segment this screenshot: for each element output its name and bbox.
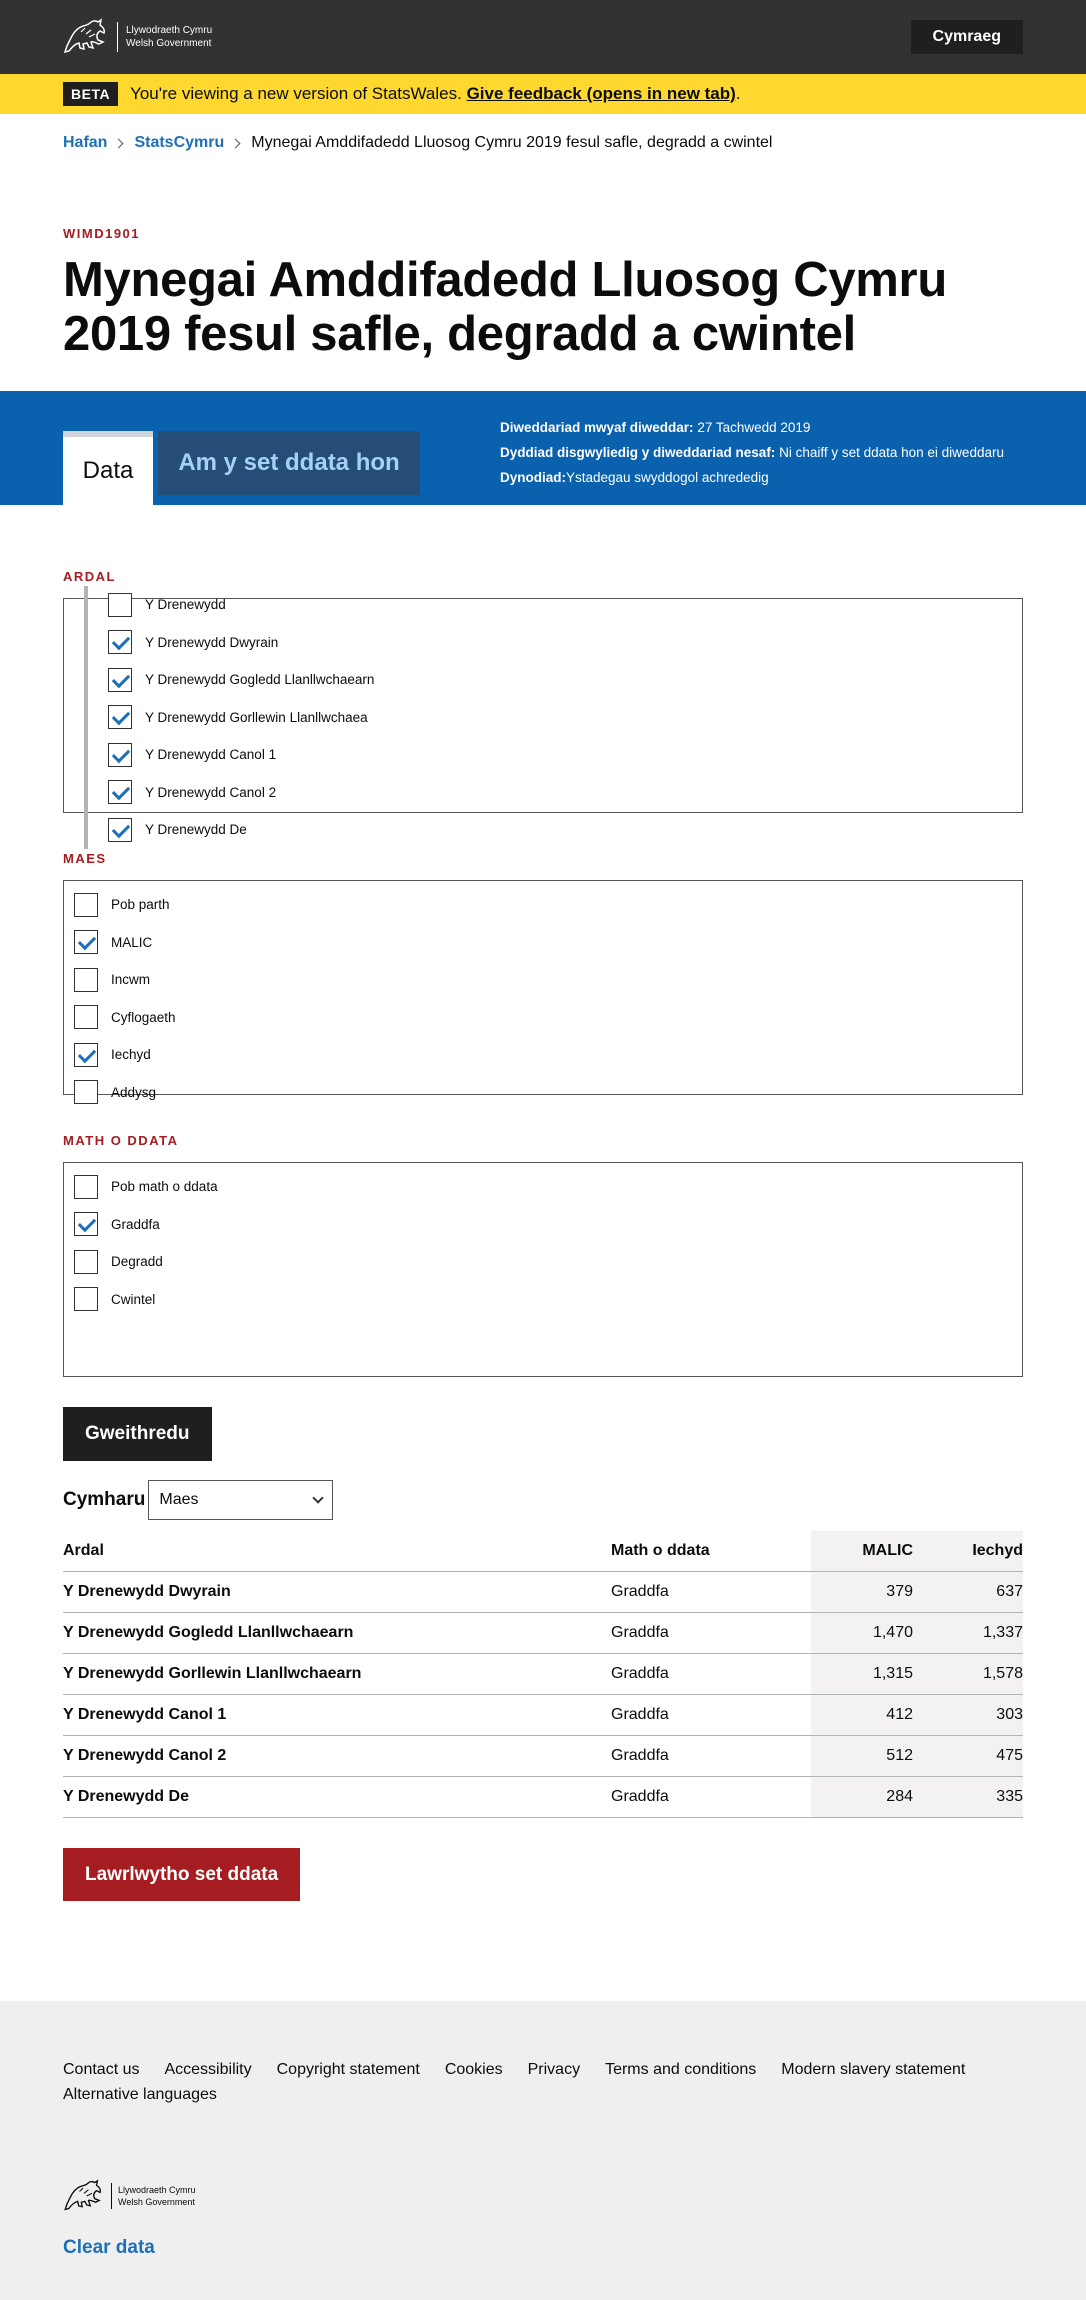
site-footer [0, 2001, 1086, 2300]
table-row [63, 1653, 1023, 1694]
compare-control [63, 1480, 1023, 1520]
logo-line-2: Welsh Government [126, 38, 212, 49]
beta-message: You're viewing a new version of StatsWales. [130, 84, 462, 103]
meta-next-update-label: Dyddiad disgwyliedig y diweddariad nesaf: [500, 445, 776, 460]
filter-option[interactable] [108, 661, 1022, 699]
checkbox[interactable] [74, 1287, 98, 1311]
column-header-ardal: Ardal [63, 1531, 611, 1571]
cell-malic: 512 [811, 1735, 917, 1776]
filter-option-label: Cyflogaeth [111, 1009, 176, 1025]
footer-logo-text [118, 2184, 196, 2208]
beta-trailing: . [735, 84, 741, 103]
logo-line-1: Llywodraeth Cymru [126, 25, 213, 36]
filter-option[interactable] [74, 1281, 218, 1319]
footer-link-contact[interactable]: Contact us [63, 2060, 140, 2078]
download-dataset-button[interactable]: Lawrlwytho set ddata [63, 1848, 300, 1901]
checkbox[interactable] [74, 1080, 98, 1104]
checkbox[interactable] [74, 1005, 98, 1029]
checkbox[interactable] [108, 780, 132, 804]
column-header-iechyd: Iechyd [917, 1531, 1023, 1571]
meta-next-update-value: Ni chaiff y set ddata hon ei diweddaru [779, 445, 1004, 460]
dragon-icon [63, 18, 109, 56]
filter-option-label: Y Drenewydd [145, 597, 226, 613]
footer-link-copyright[interactable]: Copyright statement [276, 2060, 420, 2078]
filter-maes-group [74, 886, 176, 1111]
table-row [63, 1776, 1023, 1817]
filter-option-label: Pob math o ddata [111, 1179, 218, 1195]
meta-designation [500, 465, 1004, 490]
chevron-down-icon [313, 1492, 324, 1503]
filter-option[interactable] [108, 699, 1022, 737]
filter-option-label: Y Drenewydd Dwyrain [145, 634, 279, 650]
cell-malic: 412 [811, 1694, 917, 1735]
checkbox[interactable] [108, 743, 132, 767]
meta-last-update-value: 27 Tachwedd 2019 [697, 420, 811, 435]
logo-divider [117, 22, 118, 52]
tab-about-dataset[interactable]: Am y set ddata hon [158, 431, 420, 495]
filter-ardal-nested-group [84, 586, 1022, 849]
cell-ardal: Y Drenewydd Canol 2 [63, 1735, 611, 1776]
checkbox[interactable] [108, 705, 132, 729]
welsh-government-logo[interactable] [63, 18, 212, 56]
compare-selected-value: Maes [159, 1491, 199, 1508]
filter-option-label: Y Drenewydd Canol 2 [145, 784, 277, 800]
filter-option[interactable] [74, 1036, 176, 1074]
table-row [63, 1735, 1023, 1776]
filter-option-label: Addysg [111, 1084, 157, 1100]
cell-malic: 1,470 [811, 1612, 917, 1653]
table-row [63, 1694, 1023, 1735]
chevron-right-icon [114, 138, 124, 148]
tab-list [63, 431, 420, 505]
filter-maes-label: MAES [63, 851, 107, 866]
meta-next-update [500, 440, 1004, 465]
filter-option[interactable] [108, 811, 1022, 849]
meta-last-update-label: Diweddariad mwyaf diweddar: [500, 420, 694, 435]
cell-malic: 284 [811, 1776, 917, 1817]
breadcrumb [0, 114, 1086, 172]
footer-link-alternative-languages[interactable]: Alternative languages [63, 2085, 217, 2103]
filter-option[interactable] [108, 586, 1022, 624]
filter-option[interactable] [74, 1168, 218, 1206]
cell-math: Graddfa [611, 1612, 811, 1653]
filter-math-label: MATH O DDATA [63, 1133, 179, 1148]
footer-links [63, 2061, 1023, 2104]
title-section [0, 226, 1086, 361]
column-header-malic: MALIC [811, 1531, 917, 1571]
filter-option-label: Y Drenewydd Gogledd Llanllwchaearn [145, 672, 375, 688]
cell-iechyd: 1,578 [917, 1653, 1023, 1694]
beta-banner [0, 74, 1086, 114]
feedback-link[interactable]: Give feedback (opens in new tab) [466, 84, 736, 103]
filter-ardal-list[interactable] [63, 597, 1023, 838]
filter-option-label: Y Drenewydd Gorllewin Llanllwchaea [145, 709, 368, 725]
checkbox[interactable] [74, 1175, 98, 1199]
footer-link-accessibility[interactable]: Accessibility [164, 2060, 252, 2078]
breadcrumb-statscymru-link[interactable]: StatsCymru [134, 134, 225, 151]
cell-iechyd: 335 [917, 1776, 1023, 1817]
page-title: Mynegai Amddifadedd Lluosog Cymru 2019 fesul safle, degradd a cwintel [63, 253, 947, 361]
footer-logo-line-1: Llywodraeth Cymru [118, 2184, 196, 2195]
tab-data[interactable]: Data [63, 431, 153, 505]
dragon-icon [63, 2179, 105, 2213]
filter-option[interactable] [74, 924, 176, 962]
cell-ardal: Y Drenewydd Canol 1 [63, 1694, 611, 1735]
filter-option[interactable] [108, 774, 1022, 812]
filter-option-label: MALIC [111, 934, 153, 950]
footer-link-privacy[interactable]: Privacy [527, 2060, 581, 2078]
beta-tag: BETA [63, 82, 118, 106]
cell-iechyd: 1,337 [917, 1612, 1023, 1653]
filter-option-label: Iechyd [111, 1047, 151, 1063]
checkbox[interactable] [108, 593, 132, 617]
cell-math: Graddfa [611, 1735, 811, 1776]
checkbox[interactable] [108, 630, 132, 654]
filter-option[interactable] [74, 999, 176, 1037]
checkbox[interactable] [108, 668, 132, 692]
filter-option[interactable] [74, 1243, 218, 1281]
filter-option[interactable] [108, 624, 1022, 662]
cell-malic: 1,315 [811, 1653, 917, 1694]
breadcrumb-home-link[interactable]: Hafan [63, 134, 108, 151]
filter-option-label: Graddfa [111, 1216, 160, 1232]
filter-option-label: Cwintel [111, 1291, 156, 1307]
language-toggle-button[interactable]: Cymraeg [911, 20, 1023, 54]
checkbox[interactable] [74, 1250, 98, 1274]
footer-logo-line-2: Welsh Government [118, 2196, 195, 2207]
compare-select[interactable] [148, 1480, 333, 1520]
footer-link-terms[interactable]: Terms and conditions [605, 2060, 757, 2078]
filter-option-label: Incwm [111, 972, 151, 988]
filter-option-label: Y Drenewydd De [145, 822, 247, 838]
dataset-code: WIMD1901 [63, 226, 141, 241]
cell-ardal: Y Drenewydd De [63, 1776, 611, 1817]
cell-ardal: Y Drenewydd Gorllewin Llanllwchaearn [63, 1653, 611, 1694]
meta-last-update [500, 415, 1004, 440]
filter-option[interactable] [74, 1074, 176, 1112]
column-header-math: Math o ddata [611, 1531, 811, 1571]
filter-math-list[interactable] [63, 1162, 1023, 1377]
filter-option[interactable] [74, 886, 176, 924]
cell-malic: 379 [811, 1571, 917, 1612]
compare-label: Cymharu [63, 1489, 146, 1510]
filter-option-label: Pob parth [111, 897, 170, 913]
cell-iechyd: 303 [917, 1694, 1023, 1735]
cell-ardal: Y Drenewydd Dwyrain [63, 1571, 611, 1612]
cell-math: Graddfa [611, 1571, 811, 1612]
footer-logo [63, 2179, 1023, 2213]
table-row [63, 1612, 1023, 1653]
filter-option-label: Y Drenewydd Canol 1 [145, 747, 277, 763]
filter-ardal-label: ARDAL [63, 569, 116, 584]
cell-ardal: Y Drenewydd Gogledd Llanllwchaearn [63, 1612, 611, 1653]
checkbox[interactable] [74, 1212, 98, 1236]
cell-iechyd: 475 [917, 1735, 1023, 1776]
meta-designation-value: Ystadegau swyddogol achrededig [566, 470, 769, 485]
main-content [0, 569, 1086, 1901]
chevron-right-icon [231, 138, 241, 148]
filter-option-label: Degradd [111, 1254, 163, 1270]
logo-divider [111, 2183, 112, 2209]
clear-data-link[interactable]: Clear data [63, 2236, 155, 2258]
results-table [63, 1531, 1023, 1818]
cell-iechyd: 637 [917, 1571, 1023, 1612]
checkbox[interactable] [74, 893, 98, 917]
filter-option[interactable] [74, 961, 176, 999]
footer-link-cookies[interactable]: Cookies [444, 2060, 503, 2078]
checkbox[interactable] [74, 930, 98, 954]
logo-text [126, 24, 212, 50]
checkbox[interactable] [108, 818, 132, 842]
table-row [63, 1571, 1023, 1612]
filter-maes-list[interactable] [63, 880, 1023, 1100]
breadcrumb-current: Mynegai Amddifadedd Lluosog Cymru 2019 fesul safle, degradd a cwintel [251, 134, 773, 151]
filter-option[interactable] [108, 736, 1022, 774]
cell-math: Graddfa [611, 1694, 811, 1735]
cell-math: Graddfa [611, 1776, 811, 1817]
dataset-meta [500, 415, 1004, 490]
cell-math: Graddfa [611, 1653, 811, 1694]
filter-option[interactable] [74, 1206, 218, 1244]
meta-designation-label: Dynodiad: [500, 470, 566, 485]
table-header-row [63, 1531, 1023, 1571]
checkbox[interactable] [74, 968, 98, 992]
filter-math-group [74, 1168, 218, 1318]
footer-link-modern-slavery[interactable]: Modern slavery statement [781, 2060, 966, 2078]
site-header [0, 0, 1086, 74]
checkbox[interactable] [74, 1043, 98, 1067]
apply-button[interactable]: Gweithredu [63, 1407, 212, 1461]
dataset-tab-band [0, 391, 1086, 505]
